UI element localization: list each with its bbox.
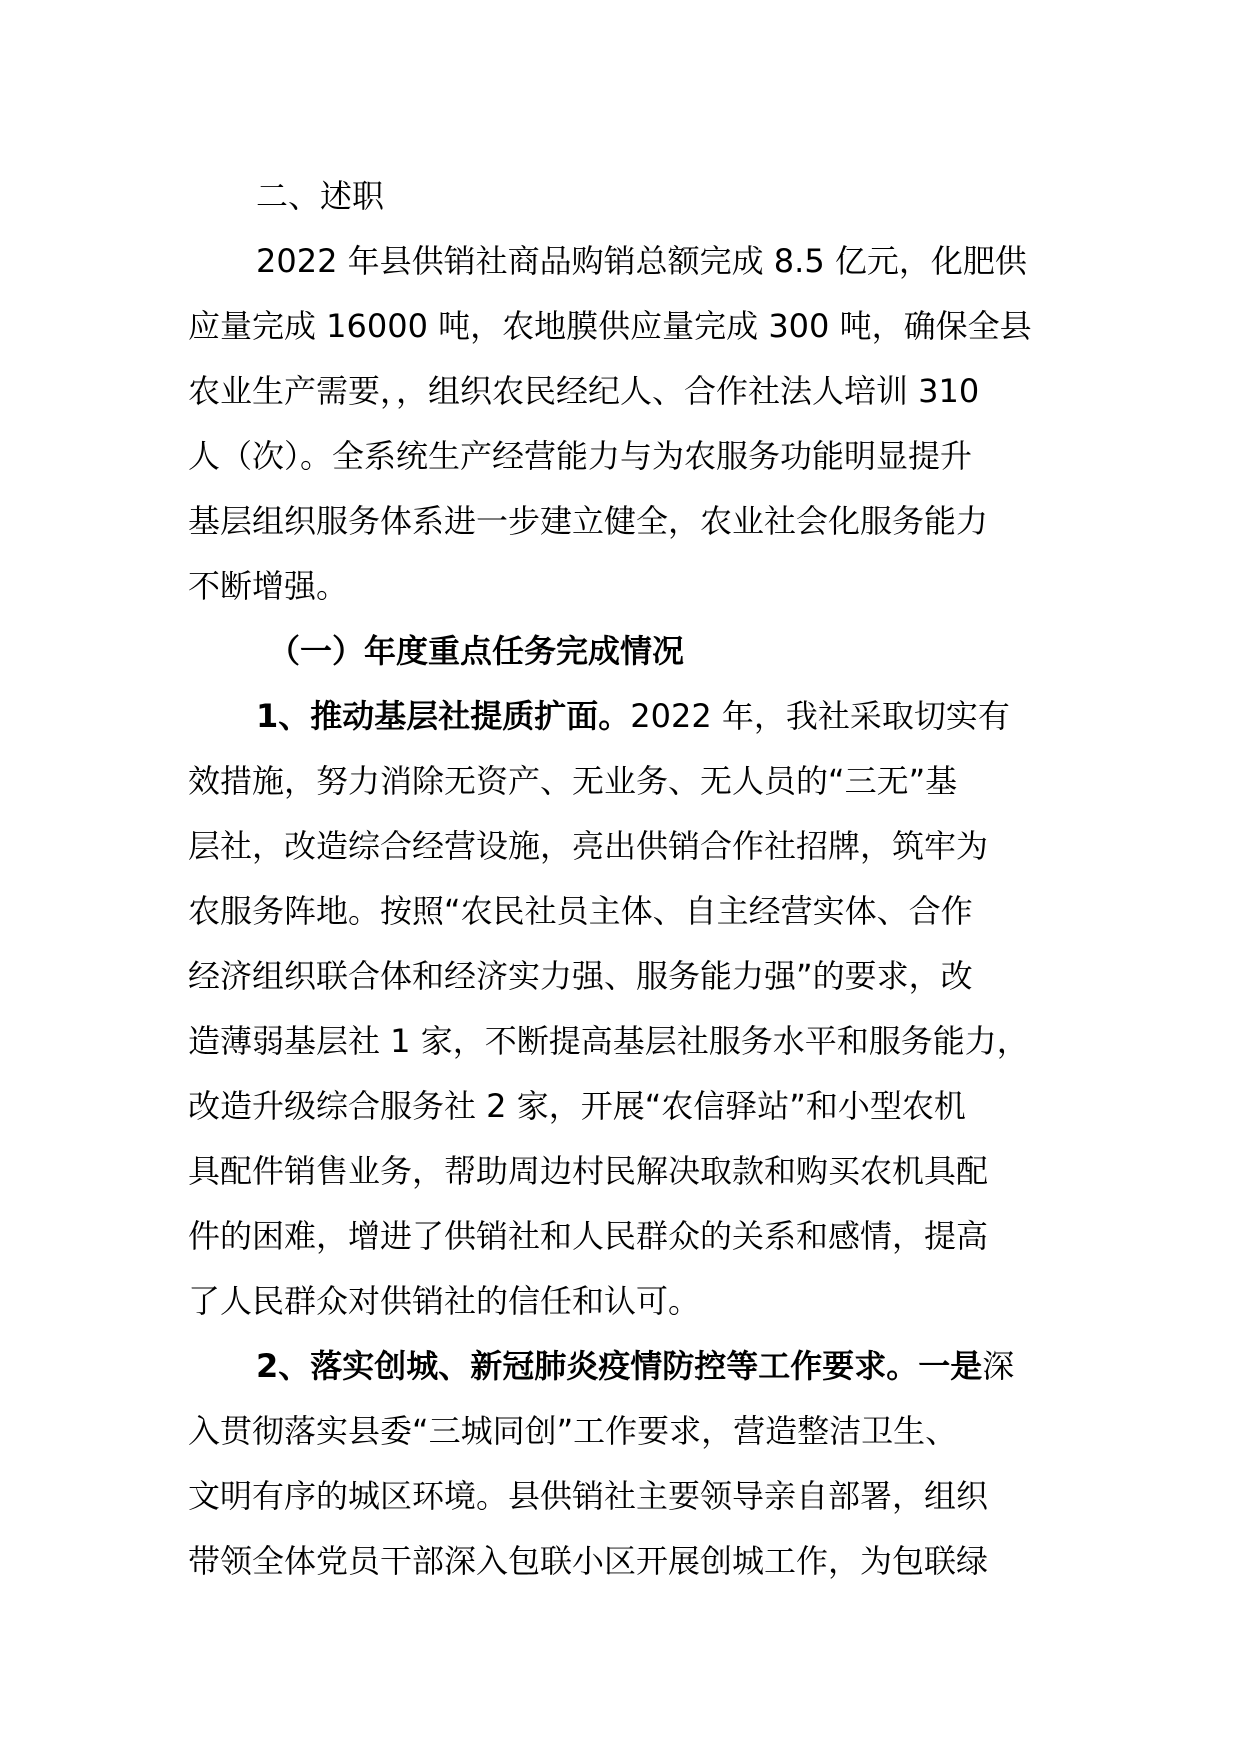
text-line: 应量完成 16000 吨，农地膜供应量完成 300 吨，确保全县 [188, 307, 1032, 345]
text-line [188, 1334, 1088, 1399]
text-line: 人（次）。全系统生产经营能力与为农服务功能明显提升 [188, 437, 973, 475]
text-line: 改造升级综合服务社 2 家，开展“农信驿站”和小型农机 [188, 1087, 966, 1125]
item1-first-line-rest: 2022 年，我社采取切实有 [630, 697, 1010, 735]
text-line [188, 684, 1088, 749]
text-line: 层社，改造综合经营设施，亮出供销合作社招牌，筑牢为 [188, 827, 989, 865]
section-heading [188, 164, 1088, 229]
text-line: 农服务阵地。按照“农民社员主体、自主经营实体、合作 [188, 892, 973, 930]
text-line: 效措施，努力消除无资产、无业务、无人员的“三无”基 [188, 762, 958, 800]
item1-paragraph [188, 684, 1088, 1334]
subsection-title-text: （一）年度重点任务完成情况 [268, 632, 685, 670]
text-line: 入贯彻落实县委“三城同创”工作要求，营造整洁卫生、 [188, 1412, 958, 1450]
text-line: 造薄弱基层社 1 家，不断提高基层社服务水平和服务能力， [188, 1022, 1029, 1060]
item2-first-line-rest: 深 [982, 1347, 1015, 1385]
item1-title: 1、推动基层社提质扩面。 [256, 697, 631, 735]
text-line: 文明有序的城区环境。县供销社主要领导亲自部署，组织 [188, 1477, 989, 1515]
heading-text: 二、述职 [256, 177, 385, 215]
text-line: 具配件销售业务，帮助周边村民解决取款和购买农机具配 [188, 1152, 989, 1190]
text-line: 基层组织服务体系进一步建立健全，农业社会化服务能力 [188, 502, 989, 540]
intro-paragraph [188, 229, 1088, 619]
text-line: 经济组织联合体和经济实力强、服务能力强”的要求，改 [188, 957, 973, 995]
text-line: 带领全体党员干部深入包联小区开展创城工作，为包联绿 [188, 1542, 989, 1580]
item2-lead: 一是 [918, 1347, 983, 1385]
text-line: 了人民群众对供销社的信任和认可。 [188, 1282, 701, 1320]
item2-title: 2、落实创城、新冠肺炎疫情防控等工作要求。 [256, 1347, 919, 1385]
item2-paragraph [188, 1334, 1088, 1594]
text-line: 农业生产需要，，组织农民经纪人、合作社法人培训 310 [188, 372, 980, 410]
text-line: 件的困难，增进了供销社和人民群众的关系和感情，提高 [188, 1217, 989, 1255]
text-line: 2022 年县供销社商品购销总额完成 8.5 亿元，化肥供 [256, 242, 1027, 280]
text-line: 不断增强。 [188, 567, 349, 605]
document-page [188, 164, 1088, 1594]
subsection-title [188, 619, 1088, 684]
